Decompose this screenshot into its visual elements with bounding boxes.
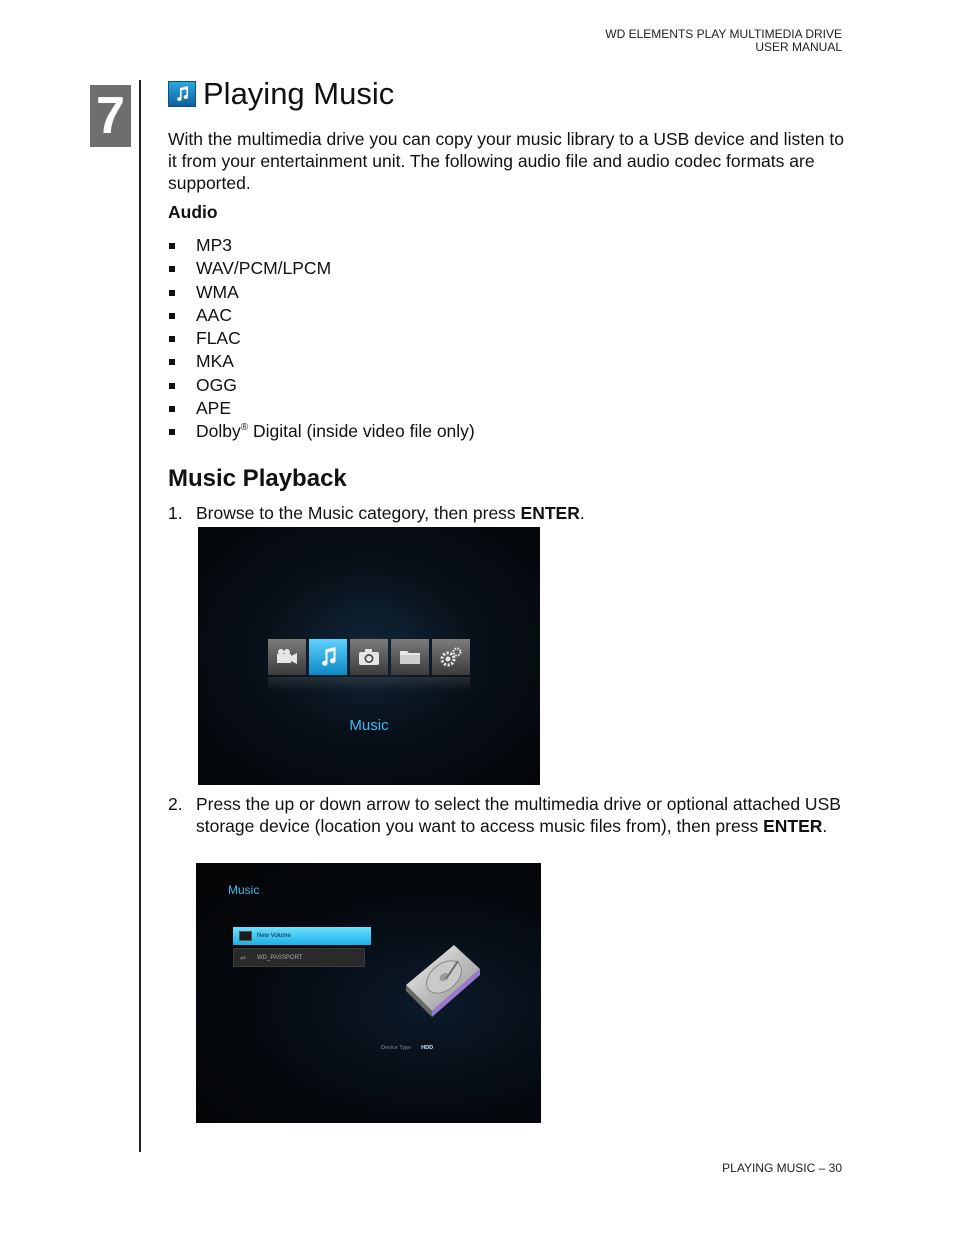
screenshot-device-select: [196, 863, 541, 1123]
footer-separator: –: [815, 1161, 829, 1175]
list-item: MP3: [168, 234, 475, 257]
device-type-label: Device Type: [381, 1045, 412, 1051]
step-end: .: [822, 816, 828, 836]
step-2: [168, 793, 848, 837]
page-number: 30: [828, 1161, 842, 1175]
dolby-rest: Digital (inside video file only): [248, 421, 475, 442]
usb-icon: ⇌: [240, 954, 246, 962]
step-text: Browse to the Music category, then press: [196, 503, 521, 523]
hard-drive-icon: [396, 939, 486, 1021]
intro-paragraph: With the multimedia drive you can copy your music library to a USB device and listen to it from your entertainment unit. The following audio file and audio codec formats are supported.: [168, 129, 844, 193]
photo-camera-icon: [350, 639, 388, 675]
list-item: MKA: [168, 350, 475, 373]
registered-mark: ®: [240, 422, 249, 434]
screen-title: Music: [228, 883, 260, 897]
device-option: [233, 948, 365, 967]
header-manual: USER MANUAL: [755, 40, 842, 54]
device-type-row: [381, 1045, 433, 1051]
list-item: WMA: [168, 281, 475, 304]
audio-format-list: [168, 234, 475, 444]
step-number: 1.: [168, 503, 183, 523]
device-option-selected: [233, 927, 371, 945]
screenshot-home-menu: [198, 527, 540, 785]
list-item: APE: [168, 397, 475, 420]
category-icon-bar: [268, 639, 470, 675]
device-option-label: WD_PASSPORT: [257, 954, 303, 961]
dolby-name: Dolby: [196, 421, 241, 442]
enter-key: ENTER: [520, 503, 580, 523]
list-item: FLAC: [168, 327, 475, 350]
drive-icon: [239, 931, 252, 941]
list-item: AAC: [168, 304, 475, 327]
icon-reflection: [268, 677, 470, 691]
music-note-icon: [309, 639, 347, 675]
step-text: Press the up or down arrow to select the multimedia drive or optional attached USB storage device (location you want to access music files from), then press: [196, 794, 841, 836]
footer-section: PLAYING MUSIC: [722, 1161, 816, 1175]
device-type-value: HDD: [421, 1045, 434, 1051]
video-camera-icon: [268, 639, 306, 675]
header-product: WD ELEMENTS PLAY MULTIMEDIA DRIVE: [605, 27, 842, 41]
folder-icon: [391, 639, 429, 675]
list-item-dolby: [168, 420, 475, 443]
vertical-rule: [139, 80, 141, 1152]
music-note-icon: [168, 81, 196, 107]
settings-gears-icon: [432, 639, 470, 675]
audio-heading: Audio: [168, 202, 218, 222]
category-caption: Music: [349, 717, 389, 734]
section-heading: Music Playback: [168, 465, 347, 492]
step-1: [168, 502, 848, 524]
list-item: WAV/PCM/LPCM: [168, 257, 475, 280]
step-number: 2.: [168, 794, 183, 814]
page-title: Playing Music: [203, 76, 395, 111]
step-end: .: [579, 503, 585, 523]
list-item: OGG: [168, 374, 475, 397]
chapter-number: 7: [90, 85, 131, 147]
enter-key: ENTER: [763, 816, 823, 836]
page-footer: [722, 1161, 842, 1175]
running-header: [605, 28, 842, 54]
title-row: [168, 76, 394, 112]
device-option-label: New Volume: [257, 933, 291, 939]
